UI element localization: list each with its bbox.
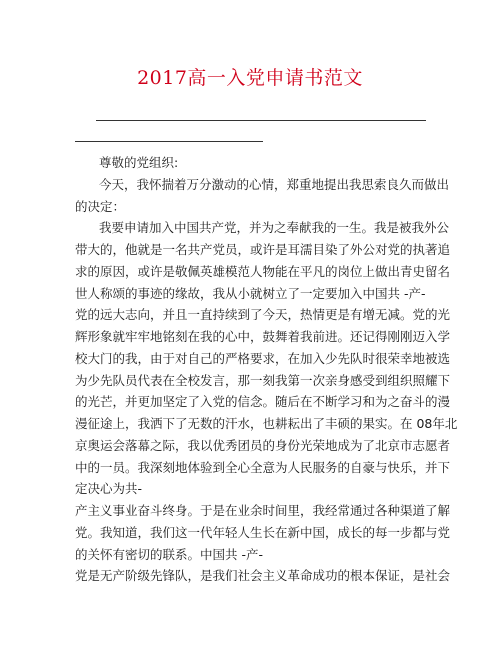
body-line: 漫征途上，我洒下了无数的汗水，也耕耘出了丰硕的果实。在 08年北 xyxy=(75,416,458,431)
salutation: 尊敬的党组织: xyxy=(99,155,179,170)
body-line: 求的原因，或许是敬佩英雄模范人物能在平凡的岗位上做出青史留名 xyxy=(75,263,451,279)
body-line: 我要申请加入中国共产党，并为之奉献我的一生。我是被我外公 xyxy=(99,220,450,236)
body-line: 为少先队员代表在全校发言，那一刻我第一次亲身感受到组织照耀下 xyxy=(75,372,451,388)
body-line: 辉形象就牢牢地铭刻在我的心中，鼓舞着我前进。还记得刚刚迈入学 xyxy=(75,329,451,344)
body-line: 党的远大志向，并且一直持续到了今天，热情更是有增无减。党的光 xyxy=(75,307,451,323)
underline-rule xyxy=(75,141,263,142)
body-line: 校大门的我，由于对自己的严格要求，在加入少先队时很荣幸地被选 xyxy=(75,350,451,366)
body-line: 今天，我怀揣着万分激动的心情，郑重地提出我思索良久而做出 xyxy=(99,176,450,192)
body-line: 的关怀有密切的联系。中国共 -产- xyxy=(75,546,263,562)
underline-rule xyxy=(96,120,426,121)
body-line: 带大的，他就是一名共产党员，或许是耳濡目染了外公对党的执著追 xyxy=(75,242,451,257)
body-line: 党是无产阶级先锋队，是我们社会主义革命成功的根本保证，是社会 xyxy=(75,568,451,584)
body-line: 世人称颂的事迹的缘故，我从小就树立了一定要加入中国共 -产- xyxy=(75,285,426,301)
body-line: 的光芒，并更加坚定了入党的信念。随后在不断学习和为之奋斗的漫 xyxy=(75,394,451,410)
document-title: 2017高一入党申请书范文 xyxy=(137,67,363,89)
body-line: 中的一员。我深刻地体验到全心全意为人民服务的自豪与快乐，并下 xyxy=(75,459,451,475)
document-body xyxy=(75,152,458,587)
body-line: 定决心为共- xyxy=(75,481,143,497)
body-line: 党。我知道，我们这一代年轻人生长在新中国，成长的每一步都与党 xyxy=(75,524,451,540)
body-line: 的决定： xyxy=(75,198,126,214)
body-line: 京奥运会落幕之际，我以优秀团员的身份光荣地成为了北京市志愿者 xyxy=(75,437,451,453)
body-line: 产主义事业奋斗终身。于是在业余时间里，我经常通过各种渠道了解 xyxy=(75,503,451,518)
